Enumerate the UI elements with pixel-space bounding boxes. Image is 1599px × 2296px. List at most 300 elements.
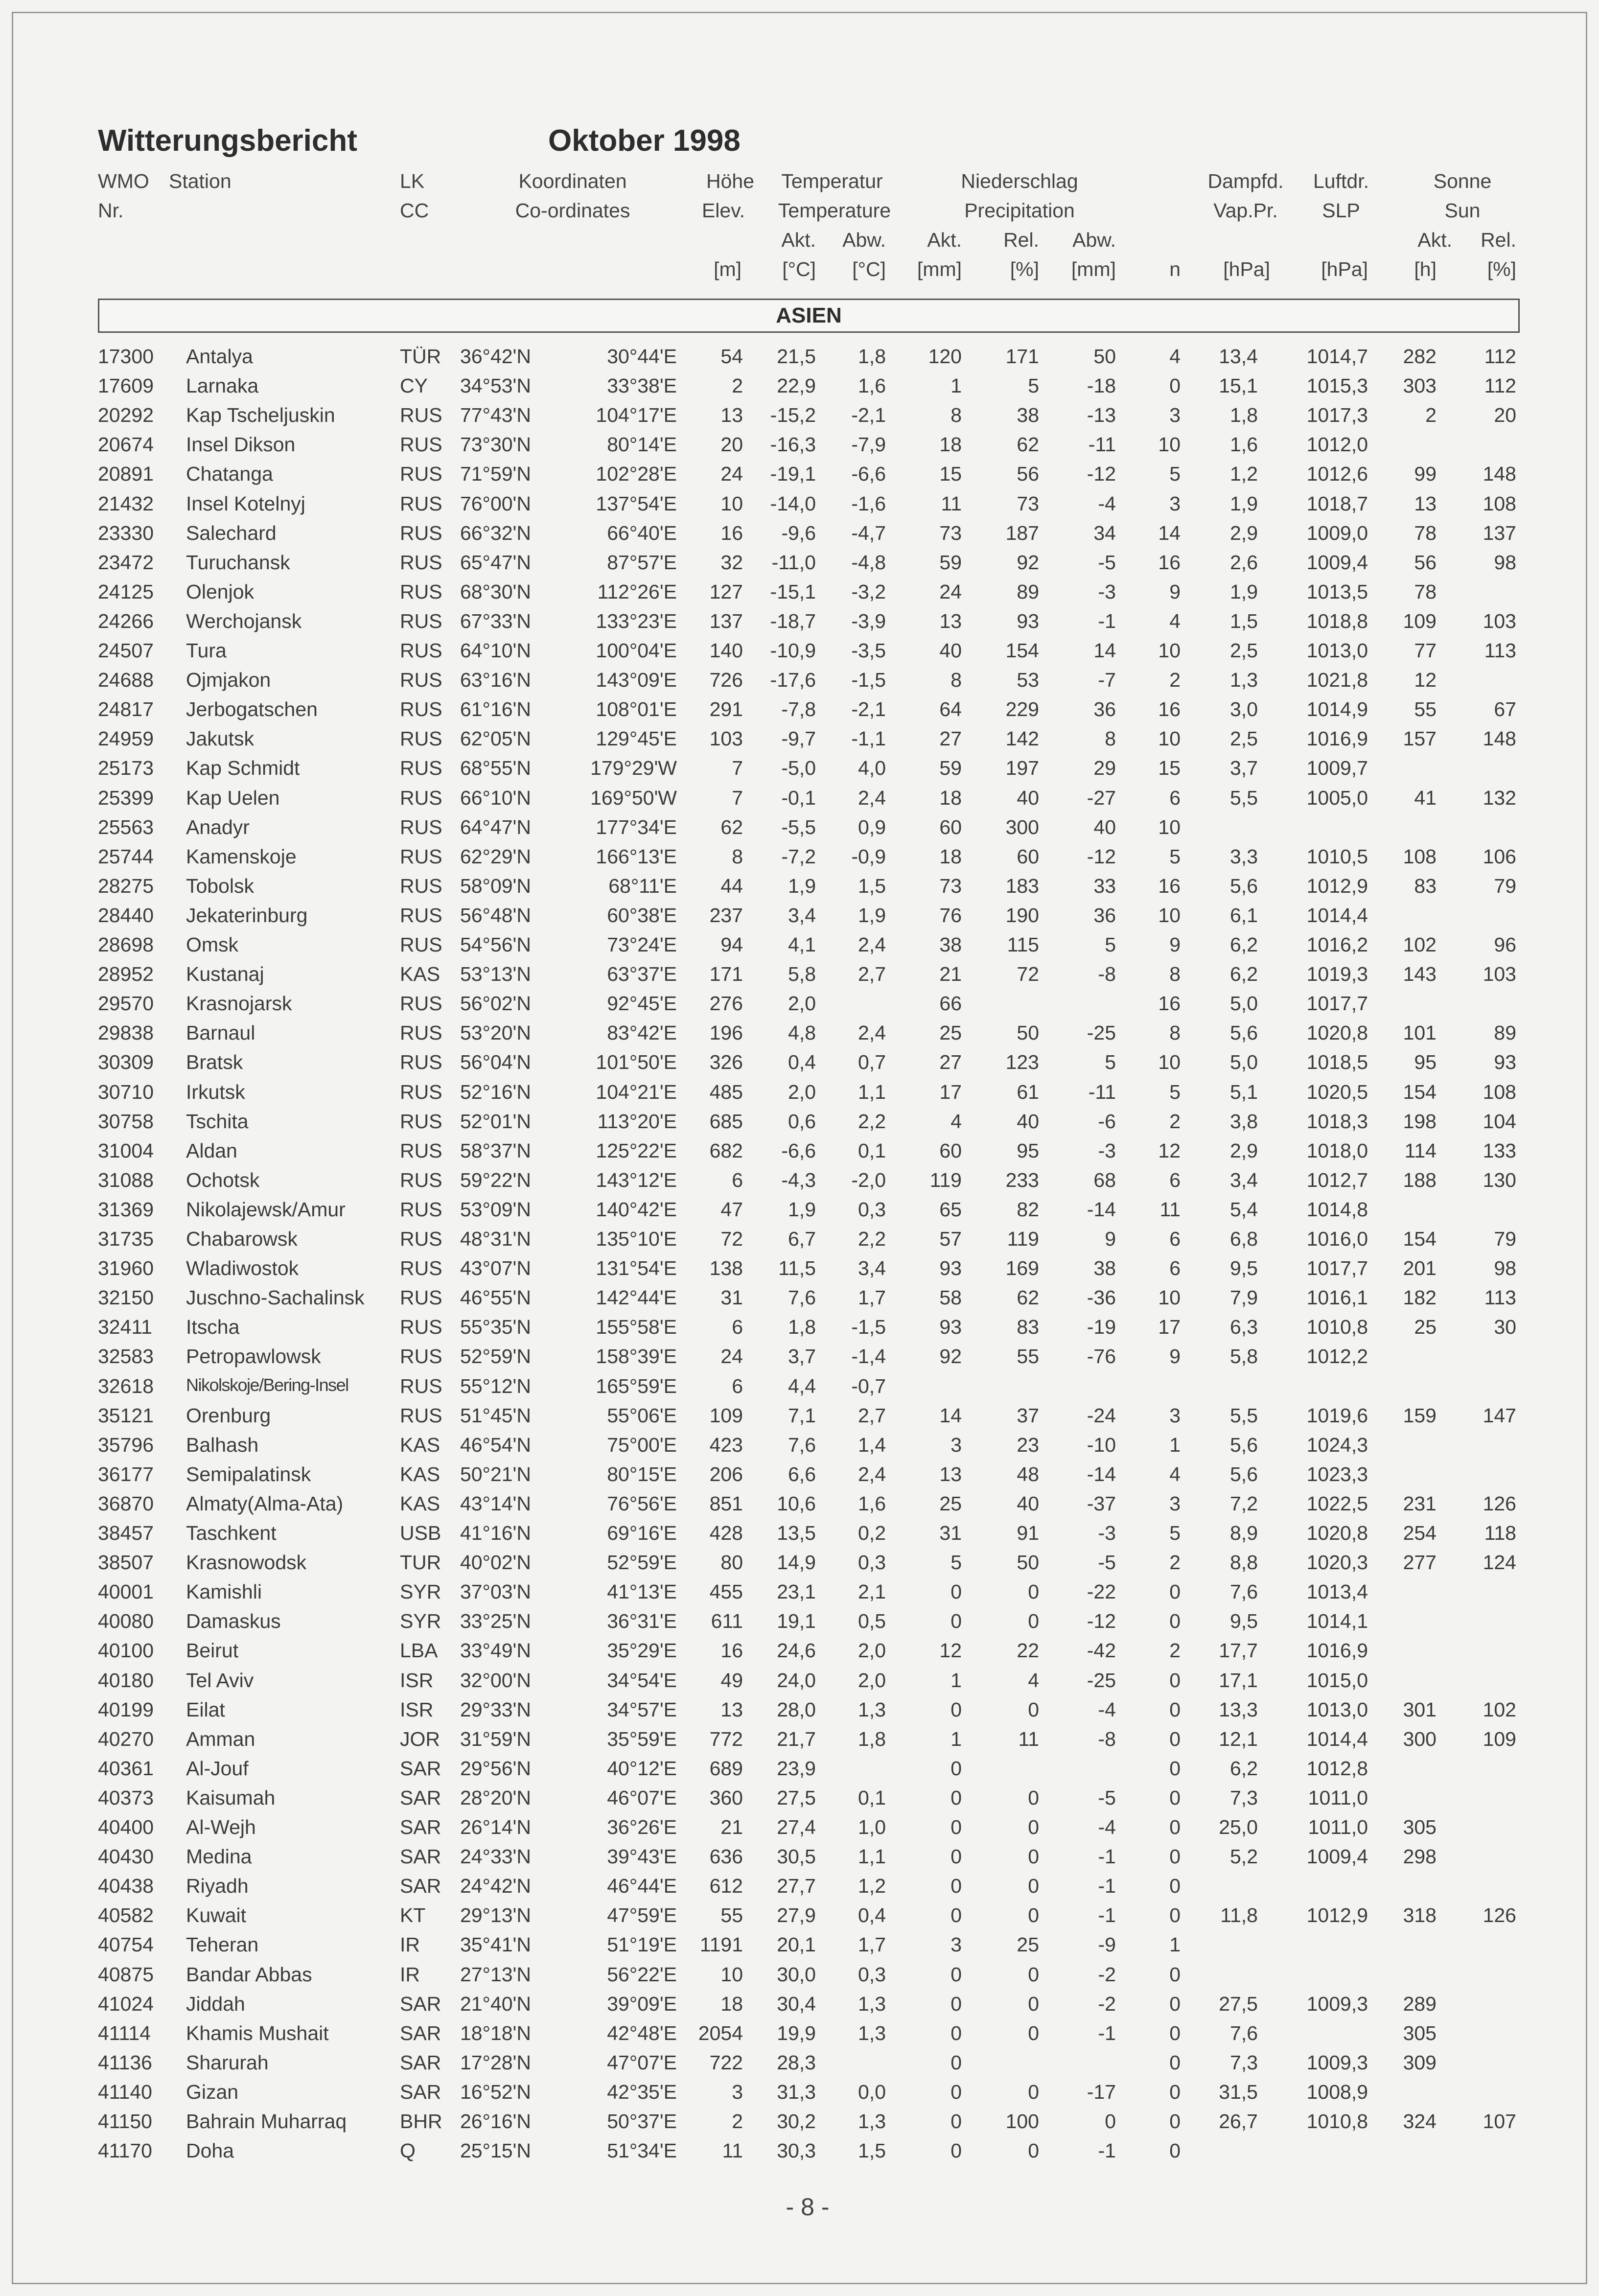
temp-akt: 23,1 — [777, 1580, 816, 1603]
precip-abw: -7 — [1098, 669, 1116, 691]
precip-rel: 50 — [1017, 1021, 1039, 1044]
wmo-number: 40199 — [98, 1698, 154, 1721]
precip-rel: 0 — [1028, 2081, 1039, 2103]
precip-days: 8 — [1169, 1021, 1181, 1044]
latitude: 68°30'N — [460, 580, 531, 603]
temp-akt: 7,1 — [788, 1404, 816, 1427]
precip-days: 5 — [1169, 845, 1181, 868]
precip-rel: 300 — [1005, 816, 1039, 838]
temp-akt: 22,9 — [777, 374, 816, 397]
station-name: Kap Tscheljuskin — [186, 404, 335, 426]
country-code: RUS — [400, 639, 442, 662]
latitude: 53°13'N — [460, 963, 531, 985]
precip-days: 0 — [1169, 374, 1181, 397]
sun-hours: 95 — [1414, 1051, 1437, 1073]
precip-days: 10 — [1158, 904, 1181, 927]
precip-rel: 115 — [1007, 933, 1039, 956]
precip-akt: 65 — [939, 1198, 962, 1221]
longitude: 102°28'E — [596, 463, 677, 485]
hdr-coordinates: Co-ordinates — [515, 199, 630, 222]
precip-rel: 56 — [1017, 463, 1039, 485]
temp-abw: 0,9 — [858, 816, 886, 838]
sea-level-pressure: 1018,0 — [1306, 1139, 1368, 1162]
longitude: 47°07'E — [607, 2051, 677, 2074]
precip-akt: 59 — [939, 757, 962, 779]
station-name: Werchojansk — [186, 610, 302, 632]
hdr-koordinaten: Koordinaten — [518, 170, 627, 192]
precip-abw: -25 — [1087, 1021, 1116, 1044]
sun-hours: 55 — [1414, 698, 1437, 720]
elevation: 21 — [720, 1816, 743, 1838]
precip-abw: -17 — [1087, 2081, 1116, 2103]
country-code: SAR — [400, 2022, 441, 2044]
wmo-number: 30710 — [98, 1081, 154, 1103]
latitude: 55°35'N — [460, 1316, 531, 1338]
country-code: RUS — [400, 1404, 442, 1427]
station-name: Chatanga — [186, 463, 273, 485]
elevation: 171 — [709, 963, 743, 985]
longitude: 75°00'E — [607, 1434, 677, 1456]
latitude: 27°13'N — [460, 1963, 531, 1986]
sea-level-pressure: 1009,4 — [1306, 551, 1368, 574]
country-code: ISR — [400, 1698, 434, 1721]
temp-abw: 1,3 — [858, 2022, 886, 2044]
elevation: 722 — [709, 2051, 743, 2074]
sun-hours: 159 — [1403, 1404, 1437, 1427]
precip-rel: 62 — [1017, 1286, 1039, 1309]
precip-rel: 93 — [1017, 610, 1039, 632]
temp-akt: -11,0 — [771, 551, 816, 574]
vapour-pressure: 12,1 — [1219, 1728, 1258, 1750]
sun-hours: 318 — [1403, 1904, 1437, 1926]
wmo-number: 38507 — [98, 1551, 154, 1574]
precip-abw: -1 — [1098, 2022, 1116, 2044]
longitude: 66°40'E — [607, 522, 677, 544]
hdr-dampfdruck: Dampfd. — [1207, 170, 1284, 192]
station-name: Gizan — [186, 2081, 239, 2103]
elevation: 109 — [709, 1404, 743, 1427]
temp-akt: -18,7 — [770, 610, 816, 632]
temp-abw: -1,1 — [851, 727, 886, 750]
precip-abw: -1 — [1098, 1904, 1116, 1926]
precip-days: 0 — [1169, 1963, 1181, 1986]
precip-days: 10 — [1158, 639, 1181, 662]
hdr-station: Station — [169, 170, 232, 192]
wmo-number: 20292 — [98, 404, 154, 426]
precip-days: 0 — [1169, 1698, 1181, 1721]
elevation: 10 — [720, 492, 743, 515]
vapour-pressure: 7,3 — [1230, 2051, 1258, 2074]
wmo-number: 40100 — [98, 1639, 154, 1662]
precip-akt: 27 — [939, 1051, 962, 1073]
precip-days: 4 — [1169, 345, 1181, 368]
precip-rel: 171 — [1005, 345, 1039, 368]
vapour-pressure: 9,5 — [1230, 1257, 1258, 1279]
sea-level-pressure: 1012,0 — [1306, 433, 1368, 456]
sun-hours: 101 — [1403, 1021, 1437, 1044]
precip-abw: -4 — [1098, 492, 1116, 515]
elevation: 6 — [732, 1316, 743, 1338]
longitude: 35°59'E — [607, 1728, 677, 1750]
country-code: RUS — [400, 580, 442, 603]
precip-days: 10 — [1158, 816, 1181, 838]
station-name: Tura — [186, 639, 227, 662]
sun-hours: 56 — [1414, 551, 1437, 574]
vapour-pressure: 1,2 — [1230, 463, 1258, 485]
station-name: Kap Uelen — [186, 787, 280, 809]
temp-abw: 1,3 — [858, 2110, 886, 2133]
wmo-number: 23330 — [98, 522, 154, 544]
section-title: ASIEN — [776, 303, 842, 327]
sun-hours: 25 — [1414, 1316, 1437, 1338]
precip-abw: -5 — [1098, 551, 1116, 574]
sun-hours: 99 — [1414, 463, 1437, 485]
precip-days: 0 — [1169, 1993, 1181, 2015]
precip-akt: 1 — [950, 1728, 962, 1750]
country-code: RUS — [400, 1169, 442, 1191]
hdr-sun-akt: Akt. — [1417, 229, 1452, 251]
precip-days: 16 — [1158, 551, 1181, 574]
latitude: 21°40'N — [460, 1993, 531, 2015]
precip-rel: 22 — [1017, 1639, 1039, 1662]
sun-hours: 305 — [1403, 2022, 1437, 2044]
sun-relative: 148 — [1483, 463, 1516, 485]
temp-abw: -7,9 — [851, 433, 886, 456]
precip-days: 11 — [1159, 1198, 1181, 1221]
precip-rel: 0 — [1028, 1904, 1039, 1926]
wmo-number: 32411 — [98, 1316, 152, 1338]
vapour-pressure: 6,2 — [1230, 1757, 1258, 1780]
temp-akt: -7,2 — [781, 845, 816, 868]
country-code: RUS — [400, 875, 442, 897]
precip-days: 1 — [1169, 1933, 1181, 1956]
sun-relative: 118 — [1484, 1522, 1516, 1544]
longitude: 69°16'E — [607, 1522, 677, 1544]
sea-level-pressure: 1009,3 — [1306, 2051, 1368, 2074]
precip-rel: 38 — [1017, 404, 1039, 426]
station-name: Khamis Mushait — [186, 2022, 329, 2044]
sea-level-pressure: 1012,9 — [1306, 1904, 1368, 1926]
temp-abw: 2,7 — [858, 1404, 886, 1427]
sun-hours: 114 — [1404, 1139, 1437, 1162]
temp-abw: -2,1 — [851, 698, 886, 720]
precip-rel: 11 — [1018, 1728, 1039, 1750]
latitude: 54°56'N — [460, 933, 531, 956]
vapour-pressure: 3,3 — [1230, 845, 1258, 868]
wmo-number: 41114 — [98, 2022, 151, 2044]
sun-hours: 12 — [1414, 669, 1437, 691]
precip-rel: 0 — [1028, 1816, 1039, 1838]
precip-days: 16 — [1158, 875, 1181, 897]
elevation: 13 — [720, 1698, 743, 1721]
elevation: 137 — [709, 610, 743, 632]
precip-abw: 8 — [1105, 727, 1116, 750]
longitude: 30°44'E — [607, 345, 677, 368]
latitude: 31°59'N — [460, 1728, 531, 1750]
wmo-number: 40438 — [98, 1875, 154, 1897]
country-code: TÜR — [400, 345, 441, 368]
precip-akt: 0 — [950, 1786, 962, 1809]
latitude: 58°37'N — [460, 1139, 531, 1162]
station-name: Salechard — [186, 522, 277, 544]
precip-akt: 13 — [939, 1463, 962, 1485]
temp-abw: -2,1 — [851, 404, 886, 426]
precip-akt: 0 — [950, 1875, 962, 1897]
wmo-number: 41150 — [98, 2110, 152, 2133]
temp-akt: 30,5 — [777, 1845, 816, 1868]
longitude: 63°37'E — [607, 963, 677, 985]
precip-akt: 0 — [950, 1963, 962, 1986]
station-name: Teheran — [186, 1933, 259, 1956]
latitude: 43°07'N — [460, 1257, 531, 1279]
temp-akt: 11,5 — [778, 1257, 816, 1279]
precip-days: 0 — [1169, 1610, 1181, 1632]
precip-days: 0 — [1169, 1904, 1181, 1926]
temp-akt: 27,5 — [777, 1786, 816, 1809]
wmo-number: 32583 — [98, 1345, 154, 1368]
country-code: KT — [400, 1904, 426, 1926]
precip-akt: 120 — [928, 345, 962, 368]
latitude: 62°29'N — [460, 845, 531, 868]
precip-akt: 73 — [939, 875, 962, 897]
temp-akt: 2,0 — [788, 992, 816, 1015]
station-name: Almaty(Alma-Ata) — [186, 1492, 344, 1515]
hdr-hoehe: Höhe — [706, 170, 755, 192]
vapour-pressure: 9,5 — [1230, 1610, 1258, 1632]
precip-abw: -12 — [1087, 1610, 1116, 1632]
elevation: 32 — [720, 551, 743, 574]
sun-hours: 77 — [1414, 639, 1437, 662]
hdr-precip-akt: Akt. — [927, 229, 962, 251]
sun-relative: 30 — [1494, 1316, 1516, 1338]
precip-rel: 197 — [1005, 757, 1039, 779]
temp-akt: 27,7 — [777, 1875, 816, 1897]
country-code: RUS — [400, 992, 442, 1015]
precip-akt: 12 — [939, 1639, 962, 1662]
longitude: 34°57'E — [607, 1698, 677, 1721]
latitude: 50°21'N — [460, 1463, 531, 1485]
wmo-number: 38457 — [98, 1522, 154, 1544]
country-code: RUS — [400, 551, 442, 574]
temp-abw: 2,2 — [858, 1110, 886, 1133]
precip-abw: -18 — [1087, 374, 1116, 397]
temp-abw: 2,4 — [858, 1021, 886, 1044]
hdr-nr: Nr. — [98, 199, 124, 222]
country-code: RUS — [400, 1198, 442, 1221]
station-name: Omsk — [186, 933, 239, 956]
wmo-number: 41140 — [98, 2081, 152, 2103]
precip-days: 2 — [1169, 1639, 1181, 1662]
precip-rel: 48 — [1017, 1463, 1039, 1485]
precip-akt: 24 — [939, 580, 962, 603]
longitude: 47°59'E — [607, 1904, 677, 1926]
wmo-number: 28275 — [98, 875, 154, 897]
temp-abw: -2,0 — [851, 1169, 886, 1191]
temp-akt: 21,5 — [777, 345, 816, 368]
temp-abw: 2,0 — [858, 1639, 886, 1662]
temp-akt: -6,6 — [781, 1139, 816, 1162]
wmo-number: 36177 — [98, 1463, 154, 1485]
longitude: 36°31'E — [607, 1610, 677, 1632]
precip-akt: 58 — [939, 1286, 962, 1309]
wmo-number: 31960 — [98, 1257, 154, 1279]
elevation: 682 — [709, 1139, 743, 1162]
wmo-number: 17300 — [98, 345, 154, 368]
precip-abw: -11 — [1088, 1081, 1116, 1103]
hdr-temp-abw: Abw. — [842, 229, 886, 251]
vapour-pressure: 3,0 — [1230, 698, 1258, 720]
latitude: 37°03'N — [460, 1580, 531, 1603]
sun-hours: 102 — [1403, 933, 1437, 956]
wmo-number: 40080 — [98, 1610, 154, 1632]
sea-level-pressure: 1014,4 — [1306, 904, 1368, 927]
temp-akt: -15,1 — [770, 580, 816, 603]
sun-hours: 289 — [1403, 1993, 1437, 2015]
longitude: 68°11'E — [608, 875, 677, 897]
precip-akt: 5 — [950, 1551, 962, 1574]
wmo-number: 40400 — [98, 1816, 154, 1838]
longitude: 35°29'E — [607, 1639, 677, 1662]
hdr-luftdruck: Luftdr. — [1313, 170, 1369, 192]
precip-rel: 187 — [1005, 522, 1039, 544]
sea-level-pressure: 1013,4 — [1306, 1580, 1368, 1603]
country-code: IR — [400, 1963, 420, 1986]
country-code: KAS — [400, 1434, 440, 1456]
precip-days: 0 — [1169, 2081, 1181, 2103]
elevation: 6 — [732, 1169, 743, 1191]
longitude: 76°56'E — [607, 1492, 677, 1515]
wmo-number: 40875 — [98, 1963, 154, 1986]
longitude: 52°59'E — [607, 1551, 677, 1574]
sea-level-pressure: 1009,0 — [1306, 522, 1368, 544]
latitude: 68°55'N — [460, 757, 531, 779]
station-name: Damaskus — [186, 1610, 281, 1632]
report-title: Witterungsbericht — [98, 124, 357, 158]
longitude: 125°22'E — [596, 1139, 677, 1162]
wmo-number: 28698 — [98, 933, 154, 956]
temp-akt: 30,3 — [777, 2139, 816, 2162]
latitude: 16°52'N — [460, 2081, 531, 2103]
sun-relative: 130 — [1483, 1169, 1516, 1191]
precip-rel: 0 — [1028, 1963, 1039, 1986]
temp-abw: 0,3 — [858, 1963, 886, 1986]
country-code: RUS — [400, 1375, 442, 1397]
vapour-pressure: 1,5 — [1230, 610, 1258, 632]
vapour-pressure: 1,6 — [1230, 433, 1258, 456]
wmo-number: 31088 — [98, 1169, 154, 1191]
sun-relative: 98 — [1494, 1257, 1516, 1279]
precip-akt: 0 — [950, 1993, 962, 2015]
country-code: SAR — [400, 1757, 441, 1780]
station-name: Amman — [186, 1728, 255, 1750]
sun-relative: 124 — [1483, 1551, 1516, 1574]
country-code: CY — [400, 374, 428, 397]
precip-days: 4 — [1169, 1463, 1181, 1485]
temp-abw: 1,5 — [858, 875, 886, 897]
longitude: 46°07'E — [607, 1786, 677, 1809]
sun-relative: 79 — [1494, 1228, 1516, 1250]
sea-level-pressure: 1005,0 — [1306, 787, 1368, 809]
precip-days: 0 — [1169, 1757, 1181, 1780]
precip-days: 5 — [1169, 1522, 1181, 1544]
latitude: 73°30'N — [460, 433, 531, 456]
sea-level-pressure: 1019,6 — [1306, 1404, 1368, 1427]
sun-hours: 324 — [1403, 2110, 1437, 2133]
temp-akt: -15,2 — [770, 404, 816, 426]
latitude: 32°00'N — [460, 1669, 531, 1692]
hdr-sun: Sun — [1444, 199, 1481, 222]
country-code: RUS — [400, 404, 442, 426]
sea-level-pressure: 1022,5 — [1306, 1492, 1368, 1515]
elevation: 20 — [720, 433, 743, 456]
latitude: 52°59'N — [460, 1345, 531, 1368]
precip-days: 0 — [1169, 2051, 1181, 2074]
latitude: 18°18'N — [460, 2022, 531, 2044]
temp-akt: 4,4 — [788, 1375, 816, 1397]
sea-level-pressure: 1019,3 — [1306, 963, 1368, 985]
latitude: 46°55'N — [460, 1286, 531, 1309]
precip-rel: 62 — [1017, 433, 1039, 456]
latitude: 24°33'N — [460, 1845, 531, 1868]
sea-level-pressure: 1020,8 — [1306, 1021, 1368, 1044]
sun-relative: 96 — [1494, 933, 1516, 956]
precip-abw: -3 — [1098, 580, 1116, 603]
report-month: Oktober 1998 — [548, 124, 741, 158]
precip-abw: -8 — [1098, 963, 1116, 985]
sun-relative: 137 — [1483, 522, 1516, 544]
latitude: 41°16'N — [460, 1522, 531, 1544]
sun-relative: 108 — [1483, 1081, 1516, 1103]
latitude: 52°16'N — [460, 1081, 531, 1103]
latitude: 76°00'N — [460, 492, 531, 515]
temp-akt: 1,8 — [788, 1316, 816, 1338]
station-name: Petropawlowsk — [186, 1345, 321, 1368]
temp-abw: 0,2 — [858, 1522, 886, 1544]
precip-akt: 3 — [950, 1434, 962, 1456]
station-name: Beirut — [186, 1639, 239, 1662]
latitude: 34°53'N — [460, 374, 531, 397]
temp-akt: 7,6 — [788, 1434, 816, 1456]
precip-abw: -1 — [1098, 610, 1116, 632]
sea-level-pressure: 1011,0 — [1308, 1786, 1368, 1809]
station-name: Barnaul — [186, 1021, 255, 1044]
station-name: Ochotsk — [186, 1169, 260, 1191]
precip-akt: 59 — [939, 551, 962, 574]
precip-akt: 3 — [950, 1933, 962, 1956]
wmo-number: 25744 — [98, 845, 154, 868]
precip-akt: 21 — [939, 963, 962, 985]
temp-akt: 1,9 — [788, 1198, 816, 1221]
country-code: RUS — [400, 610, 442, 632]
station-name: Kaisumah — [186, 1786, 276, 1809]
station-name: Insel Kotelnyj — [186, 492, 305, 515]
longitude: 73°24'E — [607, 933, 677, 956]
vapour-pressure: 6,3 — [1230, 1316, 1258, 1338]
unit-percent: [%] — [1487, 258, 1516, 280]
temp-abw: 2,4 — [858, 1463, 886, 1485]
longitude: 131°54'E — [596, 1257, 677, 1279]
country-code: JOR — [400, 1728, 440, 1750]
latitude: 52°01'N — [460, 1110, 531, 1133]
temp-akt: -4,3 — [781, 1169, 816, 1191]
station-name: Kuwait — [186, 1904, 247, 1926]
elevation: 16 — [720, 522, 743, 544]
sun-relative: 113 — [1484, 1286, 1516, 1309]
wmo-number: 36870 — [98, 1492, 154, 1515]
precip-days: 10 — [1158, 1286, 1181, 1309]
temp-akt: 24,0 — [777, 1669, 816, 1692]
hdr-sonne: Sonne — [1433, 170, 1492, 192]
